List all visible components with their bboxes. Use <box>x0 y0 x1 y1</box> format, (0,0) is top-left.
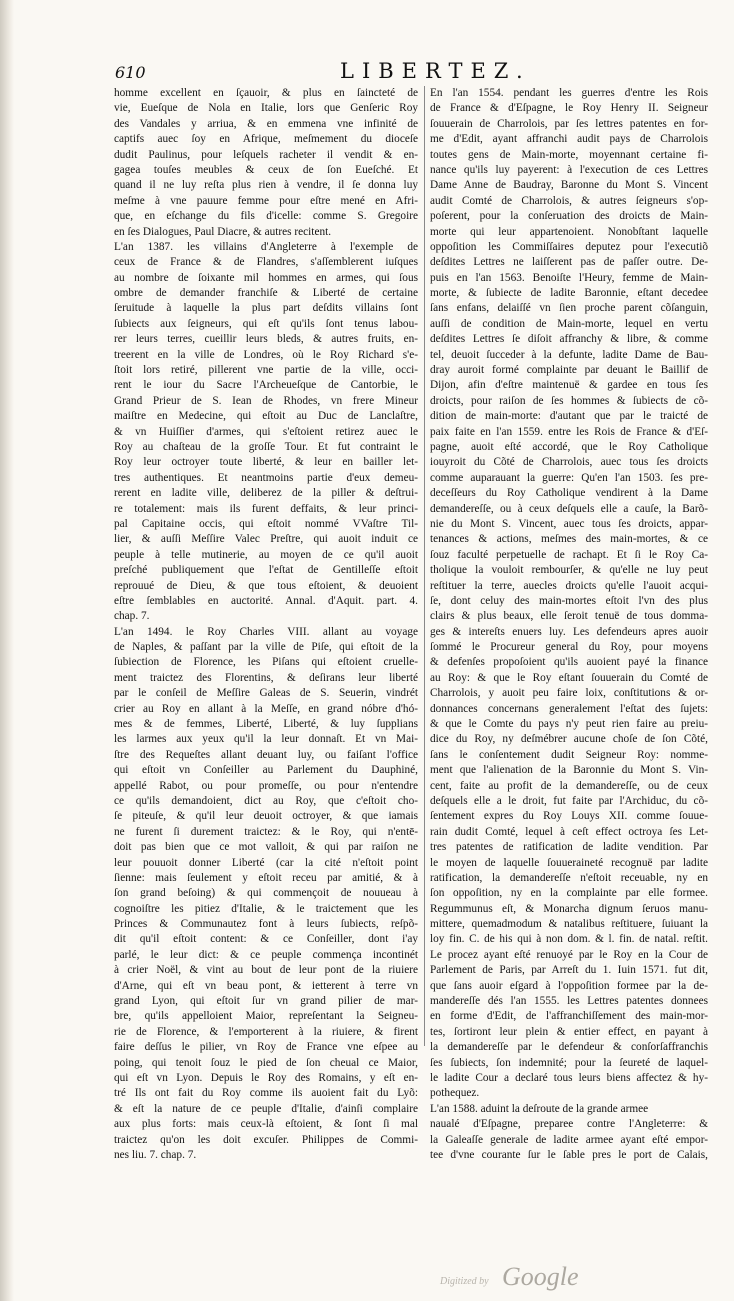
text-line: Princes & Communautez font à leurs ſubiects, reſpõ- <box>114 918 418 931</box>
text-line: le moyen de laquelle ſouueraineté recognuë par ladite <box>430 856 708 869</box>
text-line: ce qu'ils demandoient, dict au Roy, que c'eſtoit cho- <box>114 794 418 807</box>
text-line: captifs auec ſoy en Afrique, meſmement du dioceſe <box>114 133 418 146</box>
text-line: morte, & ſubiecte de ladite Baronnie, eſtant decedee <box>430 287 708 300</box>
text-line: auſſi de condition de Main-morte, lequel en vertu <box>430 317 708 330</box>
text-line: audit Comté de Charrolois, & autres ſeigneurs s'op- <box>430 194 708 207</box>
text-line: rain dudit Comté, lequel à ceſt effect octroya ſes Let- <box>430 825 708 838</box>
text-line: nie du Mont S. Vincent, auec tous ſes droicts, appar- <box>430 517 708 530</box>
text-line: tes, ſortiront leur plein & entier effect, en payant à <box>430 1025 708 1038</box>
text-line: nes liu. 7. chap. 7. <box>114 1148 197 1161</box>
text-line: comme auparauant la guerre: Qu'en l'an 1503. ſes pre- <box>430 471 708 484</box>
text-line: Parlement de Paris, par Arreſt du 1. Iuin 1571. fut dit, <box>430 964 708 977</box>
text-line: tel, deuoit ſucceder à la defunte, ladite Dame de Bau- <box>430 348 708 361</box>
text-line: ſes ſubiects, ſon indemnité; pour la ſeureté de laquel- <box>430 1056 708 1069</box>
text-line: peuple à telle mutinerie, au moyen de ce qu'il auoit <box>114 548 418 561</box>
text-line: mittere, quemadmodum & natalibus reſtituere, ſuiuant la <box>430 918 708 931</box>
text-line: ſtre des Requeſtes allant deuant luy, ou faiſant l'office <box>114 748 418 761</box>
text-line: doit pas bien que ce mot valloit, & qui par raiſon ne <box>114 841 418 854</box>
text-line: tres patentes de ratification de ladite vendition. Par <box>430 841 708 854</box>
text-line: mandereſſe dés l'an 1555. les Lettres patentes donnees <box>430 995 708 1008</box>
text-line: Dijon, afin d'eſtre maintenuë & gardee en tous ſes <box>430 379 708 392</box>
text-line: vie, Eueſque de Nola en Italie, lors que Genſeric Roy <box>114 102 418 115</box>
text-line: ſon oppoſition, ny en la complainte par elle formee. <box>430 887 708 900</box>
text-line: ſe, dont celuy des main-mortes eſtoit l'vn des plus <box>430 594 708 607</box>
text-line: ſans enfans, delaiſſé vn ſien proche parent cõſanguin, <box>430 302 708 315</box>
text-line: Roy au chaſteau de la groſſe Tour. Et fut contraint le <box>114 440 418 453</box>
text-line: L'an 1387. les villains d'Angleterre à l'exemple de <box>114 240 418 253</box>
text-line: ſentement expres du Roy Louys XII. comme ſouue- <box>430 810 708 823</box>
text-line: re totalement: mais ils furent deffaits, & leur princi- <box>114 502 418 515</box>
text-line: grand Lyon, qui eſtoit ſur vn grand pilier de mar- <box>114 995 418 1008</box>
left-text-column <box>114 86 418 1161</box>
text-line: pothequez. <box>430 1087 480 1100</box>
text-line: en forme d'Edit, de l'affranchiſſement des main-mor- <box>430 1010 708 1023</box>
text-line: Le procez ayant eſté renuoyé par le Roy en la Cour de <box>430 948 708 961</box>
text-line: oppoſition les Commiſſaires deputez pour l'executiõ <box>430 240 708 253</box>
text-line: & vn Huiſſier d'armes, qui s'eſtoient retirez auec le <box>114 425 418 438</box>
text-line: leur pouuoit donner Liberté (car la cité n'eſtoit point <box>114 856 418 869</box>
text-line: rent le iour du Sacre l'Archeueſque de Cantorbie, le <box>114 379 418 392</box>
text-line: meſme à vne pauure femme pour eſtre mené en Afri- <box>114 194 418 207</box>
text-line: demandereſſe, ou à ceux deſquels elle a cauſe, la Barõ- <box>430 502 708 515</box>
text-line: que, en eſchange du fils d'icelle: comme S. Gregoire <box>114 210 418 223</box>
text-line: ſubiection de Florence, les Piſans qui eſtoient cruelle- <box>114 656 418 669</box>
text-line: cognoiſtre les pitiez d'Italie, & le traictement que les <box>114 902 418 915</box>
text-line: ment que l'alienation de la Baronnie du Mont S. Vin- <box>430 764 708 777</box>
text-line: ratification, la demandereſſe n'eſtoit receuable, ny en <box>430 871 708 884</box>
text-line: ſans le conſentement dudit Seigneur Roy: nomme- <box>430 748 708 761</box>
text-line: eſtre ſemblables en auctorité. Annal. d'Aquit. part. 4. <box>114 594 418 607</box>
text-line: ſon grand beſoing) & qui commençoit de nouueau à <box>114 887 418 900</box>
text-line: deſquels elle a le droit, fut faite par l'Archiduc, du cõ- <box>430 794 708 807</box>
text-line: rerent en ladite ville, deliberez de la piller & deſtrui- <box>114 487 418 500</box>
text-line: ſtoit lors retiré, pillerent vne partie de la ville, occi- <box>114 364 418 377</box>
text-line: ombre de demander franchiſe & Liberté de certaine <box>114 287 418 300</box>
text-line: quand il ne luy reſta plus rien à vendre, il ſe donna luy <box>114 179 418 192</box>
text-line: qui eſtoit vn Conſeiller au Parlement du Dauphiné, <box>114 764 418 777</box>
text-line: dit qu'il eſtoit content: & ce Conſeiller, dont i'ay <box>114 933 418 946</box>
text-line: ſeruitude à laquelle la plus part deſdits villains ſont <box>114 302 418 315</box>
text-line: bre, qu'ils appelloient Maior, repreſentant la Seigneu- <box>114 1010 418 1023</box>
text-line: Regummunus eſt, & Monarcha dignum ſeruos manu- <box>430 902 708 915</box>
text-line: donnances concernans generalement l'eſtat des ſujets: <box>430 702 708 715</box>
text-line: tee d'vne courante ſur le ſable pres le port de Calais, <box>430 1148 708 1161</box>
text-line: tenances & actions, meſmes des main-mortes, & ce <box>430 533 708 546</box>
text-line: treerent en la ville de Londres, où le Roy Richard s'e- <box>114 348 418 361</box>
text-line: ceux de France & de Flandres, s'aſſemblerent iuſques <box>114 256 418 269</box>
text-line: de Naples, & paſſant par la ville de Piſe, qui eſtoit de la <box>114 641 418 654</box>
text-line: rer leurs terres, cueillir leurs bleds, & autres fruits, en- <box>114 333 418 346</box>
text-line: reprouué de Dieu, & que tous eſtoient, & deuoient <box>114 579 418 592</box>
text-line: & eſt la nature de ce peuple d'Italie, d'ainſi complaire <box>114 1102 418 1115</box>
text-line: la Galeaſſe generale de ladite armee ayant eſté empor- <box>430 1133 708 1146</box>
text-line: nance qu'ils luy payerent: à l'execution de ces Lettres <box>430 163 708 176</box>
page-binding-shadow <box>0 0 14 1301</box>
text-line: reſtituer la terre, auecles droicts qu'elle l'auoit acqui- <box>430 579 708 592</box>
text-line: me d'Edit, ayant affranchi audit pays de Charrolois <box>430 133 708 146</box>
text-line: Dame Anne de Baudray, Baronne du Mont S. Vincent <box>430 179 708 192</box>
text-line: appellé Rabot, ou pour promeſſe, ou pour n'entendre <box>114 779 418 792</box>
text-line: rie de Florence, & l'emporterent à la riuiere, & firent <box>114 1025 418 1038</box>
text-line: cent, faite au profit de la demandereſſe, ou de ceux <box>430 779 708 792</box>
text-line: Grand Prieur de S. Iean de Rhodes, vn frere Mineur <box>114 394 418 407</box>
text-line: homme excellent en ſçauoir, & plus en ſaincteté de <box>114 87 418 99</box>
digitization-watermark <box>440 1264 680 1294</box>
text-line: le ladite Cour a declaré tous leurs biens affectez & hy- <box>430 1072 708 1084</box>
text-line: dice du Roy, ny deſmébrer aucune choſe de ſon Cõté, <box>430 733 708 746</box>
digitized-by-label: Digitized by <box>440 1276 489 1287</box>
text-line: les larmes aux yeux qu'il la leur donnaſt. Et vn Mai- <box>114 733 418 746</box>
text-line: ſommé le Procureur general du Roy, pour moyens <box>430 641 708 654</box>
text-line: parlé, le leur dict: & ce peuple commença incontinét <box>114 948 418 961</box>
column-divider <box>424 86 425 1046</box>
text-line: Roy leur octroyer toute liberté, & leur en bailler let- <box>114 456 418 469</box>
text-line: de France & d'Eſpagne, le Roy Henry II. Seigneur <box>430 102 708 115</box>
text-line: ment traictez des Florentins, & deſirans leur liberté <box>114 671 418 684</box>
text-line: qui eſt vn Lyon. Depuis le Roy des Romains, y eſt en- <box>114 1072 418 1084</box>
text-line: deceſſeurs du Roy Catholique vendirent à la Dame <box>430 487 708 500</box>
text-line: dition de main-morte: d'autant que par le traicté de <box>430 410 708 423</box>
text-line: des Vandales y arriua, & en emmena vne infinité de <box>114 117 418 130</box>
page-header <box>0 55 734 85</box>
text-line: naualé d'Eſpagne, preparee contre l'Angleterre: & <box>430 1118 708 1131</box>
text-line: & defenſes propoſoient qu'ils auoient payé la finance <box>430 656 708 669</box>
text-line: dray auroit formé complainte par deuant le Baillif de <box>430 364 708 377</box>
text-line: ſouz faculté perpetuelle de rachapt. Et ſi le Roy Ca- <box>430 548 708 561</box>
text-line: deſdites Lettres ſe diſoit affranchy & libre, & comme <box>430 333 708 346</box>
text-line: faire deſſus le pilier, vn Roy de France vne eſpee au <box>114 1041 418 1054</box>
text-line: mes & de femmes, Liberté, Liberté, & luy ſupplians <box>114 718 418 731</box>
text-line: aux plus forts: mais ceux-là eſtoient, & ſont ſi mal <box>114 1118 418 1131</box>
text-line: en ſes Dialogues, Paul Diacre, & autres recitent. <box>114 225 332 238</box>
text-line: ſouuerain de Charrolois, par ſes lettres patentes en for- <box>430 117 708 130</box>
page-number: 610 <box>115 63 146 82</box>
text-line: L'an 1494. le Roy Charles VIII. allant au voyage <box>114 625 418 638</box>
text-line: pagne, auoit eſté accordé, que le Roy Catholique <box>430 440 708 453</box>
google-logo: Google <box>502 1262 579 1291</box>
text-line: toutes gens de Main-morte, moyennant certaine fi- <box>430 148 708 161</box>
text-line: iouyroit du Cõté de Charrolois, auec tous ſes droicts <box>430 456 708 469</box>
text-line: la demandereſſe par le defendeur & conſorſaffranchis <box>430 1041 708 1054</box>
text-line: traictez qu'on les doit excuſer. Philippes de Commi- <box>114 1133 418 1146</box>
text-line: maiſtre en Medecine, qui eſtoit au Duc de Lanclaſtre, <box>114 410 418 423</box>
text-line: preſché publiquement que l'eſtat de Gentilleſſe eſtoit <box>114 564 418 577</box>
text-line: à crier Noël, & vint au bout de leur pont de la riuiere <box>114 964 418 977</box>
text-line: loy fin. C. de his qui à non dom. & l. fin. de natal. reſtit. <box>430 933 708 946</box>
text-line: pal Capitaine occis, qui eſtoit nommé VVaſtre Til- <box>114 517 418 530</box>
text-line: poſerent, pour la conſeruation des droicts de Main- <box>430 210 708 223</box>
text-line: ges & intereſts enuers luy. Les defendeurs apres auoir <box>430 625 708 638</box>
text-line: tholique la vouloit rembourſer, & qu'elle ne luy peut <box>430 564 708 577</box>
text-line: au nombre de ſoixante mil hommes en armes, qui ſous <box>114 271 418 284</box>
text-line: ſubiects aux ſeigneurs, qui eſt qu'ils ſont tenus labou- <box>114 317 418 330</box>
text-line: tré Ils ont fait du Roy comme ils auoient fait du Lyõ: <box>114 1087 418 1100</box>
text-line: morte qui leur appartenoient. Nonobſtant laquelle <box>430 225 708 238</box>
running-title: LIBERTEZ. <box>340 59 531 83</box>
text-line: lier, & auſſi Meſſire Valec Preſtre, qui auoit induit ce <box>114 533 418 546</box>
text-line: crier au Roy en allant à la Meſſe, en grand nóbre d'hó- <box>114 702 418 715</box>
right-text-column <box>430 86 708 1161</box>
text-line: dudit Paulinus, pour leſquels racheter il vendit & en- <box>114 148 418 161</box>
text-line: poing, qui tenoit ſouz le pied de ſon cheual ce Maior, <box>114 1056 418 1069</box>
text-line: par le conſeil de Meſſire Galeas de S. Seuerin, vindrét <box>114 687 418 700</box>
text-line: ne furent ſi durement traictez: & le Roy, qui n'entē- <box>114 825 418 838</box>
text-line: deſdites Lettres ne laiſſerent pas de paſſer outre. De- <box>430 256 708 269</box>
text-line: droicts, pour raiſon de ſes hommes & ſubiects de cõ- <box>430 394 708 407</box>
text-line: tres authentiques. Et neantmoins partie d'eux demeu- <box>114 471 418 484</box>
text-line: ſe piteuſe, & qu'il leur deuoit octroyer, & que iamais <box>114 810 418 823</box>
text-line: clairs & plus beaux, elle ſeroit tenuë de tous domma- <box>430 610 708 623</box>
text-line: En l'an 1554. pendant les guerres d'entre les Rois <box>430 87 708 99</box>
text-line: paix faite en l'an 1559. entre les Rois de France & d'Eſ- <box>430 425 708 438</box>
text-line: gagea touſes meubles & ceux de ſon Eueſché. Et <box>114 163 418 176</box>
text-line: puis en l'an 1563. Benoiſte l'Heury, femme de Main- <box>430 271 708 284</box>
text-line: & que le Comte du pays n'y peut rien faire au preiu- <box>430 718 708 731</box>
text-line: que ſans auoir eſgard à l'oppoſition formee par la de- <box>430 979 708 992</box>
text-line: d'Arne, qui eſt vn beau pont, & ietterent à terre vn <box>114 979 418 992</box>
text-line: Charrolois, y auoit peu faire loix, conſtitutions & or- <box>430 687 708 700</box>
text-line: L'an 1588. aduint la deſroute de la grande armee <box>430 1102 649 1115</box>
text-line: au Roy: & que le Roy eſtant ſouuerain du Comté de <box>430 671 708 684</box>
text-line: ſienne: mais ſeulement y eſtoit receu par amitié, & à <box>114 871 418 884</box>
text-line: chap. 7. <box>114 610 150 623</box>
